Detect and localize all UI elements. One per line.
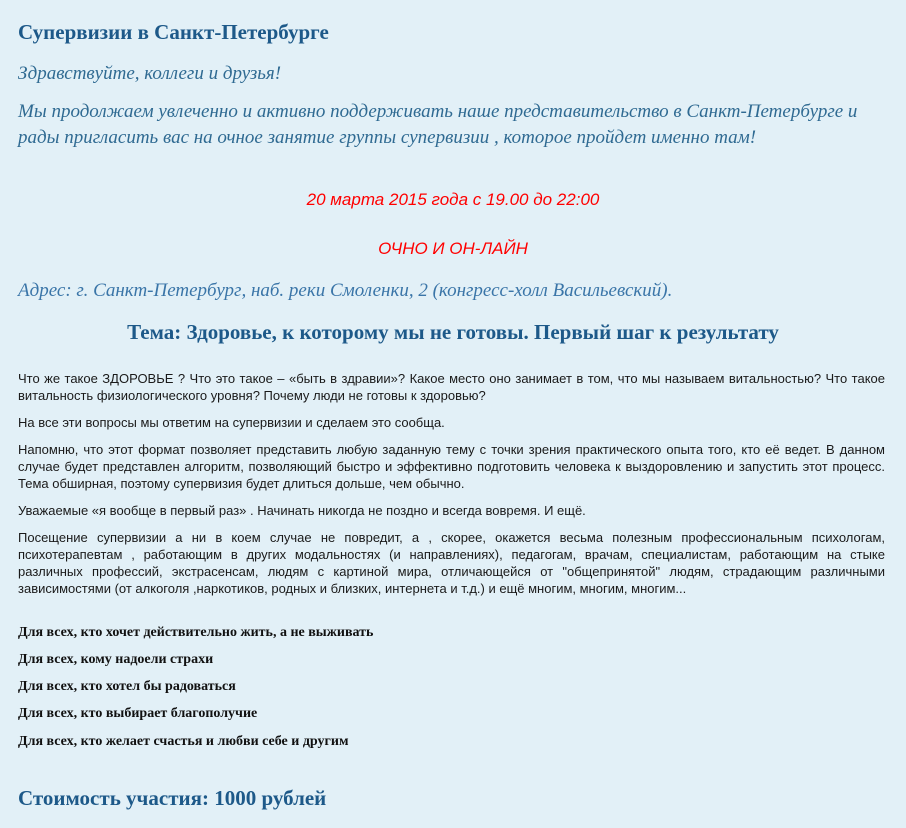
audience-item: Для всех, кто выбирает благополучие — [18, 706, 258, 721]
paragraph: Уважаемые «я вообще в первый раз» . Начинать никогда не поздно и всегда вовремя. И ещё. — [18, 503, 586, 518]
paragraph: Посещение супервизии а ни в коем случае не повредит, а , скорее, окажется весьма полезным профессиональным психологам, психотерапевтам , работающим в других модальностях (и направлениях), педагогам, врачам, специалистам, работающим на стыке различных профессий, экстрасенсам, людям с картиной мира, отличающейся от "общепринятой" людям, страдающим различными зависимостями (от алкоголя ,наркотиков, родных и близких, интернета и т.д.) и ещё многим, многим, многим... — [18, 530, 885, 596]
paragraph: На все эти вопросы мы ответим на супервизии и сделаем это сообща. — [18, 415, 445, 430]
audience-item: Для всех, кто хотел бы радоваться — [18, 679, 236, 694]
event-theme: Тема: Здоровье, к которому мы не готовы. Первый шаг к результату — [127, 320, 779, 344]
paragraph: Напомню, что этот формат позволяет представить любую заданную тему с точки зрения практического опыта того, кто её ведет. В данном случае будет представлен алгоритм, позволяющий быстро и эффективно подготовить человека к выздоровлению и запустить этот процесс. Тема обширная, поэтому супервизия будет длиться дольше, чем обычно. — [18, 442, 885, 491]
intro-text: Мы продолжаем увлеченно и активно поддерживать наше представительство в Санкт-Петербурге и рады пригласить вас на очное занятие группы супервизии , которое пройдет именно там! — [18, 101, 858, 148]
event-address: Адрес: г. Санкт-Петербург, наб. реки Смоленки, 2 (конгресс-холл Васильевский). — [18, 280, 673, 301]
event-format: ОЧНО И ОН-ЛАЙН — [378, 239, 528, 258]
page-title: Супервизии в Санкт-Петербурге — [18, 20, 329, 44]
audience-item: Для всех, кто желает счастья и любви себе и другим — [18, 734, 349, 749]
paragraph: Что же такое ЗДОРОВЬЕ ? Что это такое – «быть в здравии»? Какое место оно занимает в том, что мы называем витальностью? Что такое витальность физиологического уровня? Почему люди не готовы к здоровью? — [18, 371, 885, 403]
audience-item: Для всех, кому надоели страхи — [18, 652, 214, 667]
price-heading: Стоимость участия: 1000 рублей — [18, 786, 327, 810]
audience-item: Для всех, кто хочет действительно жить, а не выживать — [18, 625, 374, 640]
event-date: 20 марта 2015 года с 19.00 до 22:00 — [306, 190, 600, 209]
greeting: Здравствуйте, коллеги и друзья! — [18, 63, 282, 84]
